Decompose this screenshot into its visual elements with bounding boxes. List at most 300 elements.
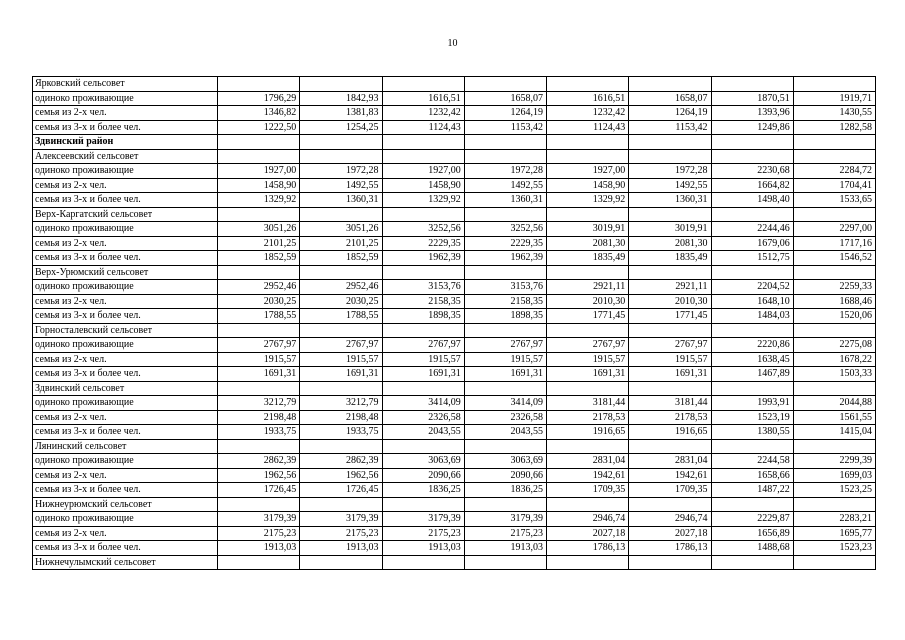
value-cell: 2175,23 xyxy=(464,526,546,541)
row-label: семья из 2-х чел. xyxy=(33,410,218,425)
value-cell: 1915,57 xyxy=(547,352,629,367)
value-cell: 3019,91 xyxy=(547,222,629,237)
value-cell xyxy=(793,135,875,150)
value-cell: 2010,30 xyxy=(629,294,711,309)
value-cell: 1124,43 xyxy=(547,120,629,135)
value-cell: 3212,79 xyxy=(300,396,382,411)
value-cell xyxy=(218,207,300,222)
value-cell: 2275,08 xyxy=(793,338,875,353)
value-cell: 2043,55 xyxy=(464,425,546,440)
value-cell: 1523,23 xyxy=(793,541,875,556)
value-cell: 1648,10 xyxy=(711,294,793,309)
value-cell xyxy=(547,149,629,164)
value-cell xyxy=(793,381,875,396)
value-cell: 3414,09 xyxy=(382,396,464,411)
table-row xyxy=(33,396,876,411)
value-cell: 1919,71 xyxy=(793,91,875,106)
value-cell: 1232,42 xyxy=(382,106,464,121)
settlement-name: Нижнечулымский сельсовет xyxy=(33,555,218,570)
value-cell: 1487,22 xyxy=(711,483,793,498)
table-row xyxy=(33,526,876,541)
table-row xyxy=(33,164,876,179)
value-cell xyxy=(629,323,711,338)
value-cell: 1503,33 xyxy=(793,367,875,382)
value-cell: 3179,39 xyxy=(382,512,464,527)
value-cell: 1962,39 xyxy=(464,251,546,266)
table-row xyxy=(33,367,876,382)
table-row xyxy=(33,338,876,353)
value-cell: 1916,65 xyxy=(547,425,629,440)
value-cell: 3179,39 xyxy=(464,512,546,527)
value-cell: 1796,29 xyxy=(218,91,300,106)
value-cell: 1704,41 xyxy=(793,178,875,193)
section-row xyxy=(33,497,876,512)
value-cell: 2030,25 xyxy=(300,294,382,309)
tariff-table xyxy=(32,76,876,570)
value-cell xyxy=(793,497,875,512)
value-cell: 3153,76 xyxy=(464,280,546,295)
table-row xyxy=(33,352,876,367)
table-row xyxy=(33,120,876,135)
row-label: семья из 3-х и более чел. xyxy=(33,367,218,382)
value-cell: 1915,57 xyxy=(300,352,382,367)
value-cell: 1232,42 xyxy=(547,106,629,121)
table-row xyxy=(33,236,876,251)
value-cell xyxy=(629,135,711,150)
value-cell: 1393,96 xyxy=(711,106,793,121)
value-cell xyxy=(547,381,629,396)
value-cell: 1467,89 xyxy=(711,367,793,382)
value-cell: 1664,82 xyxy=(711,178,793,193)
value-cell: 1913,03 xyxy=(382,541,464,556)
value-cell: 3153,76 xyxy=(382,280,464,295)
value-cell: 1726,45 xyxy=(218,483,300,498)
value-cell: 1962,39 xyxy=(382,251,464,266)
value-cell: 1616,51 xyxy=(382,91,464,106)
value-cell: 2027,18 xyxy=(629,526,711,541)
value-cell: 1254,25 xyxy=(300,120,382,135)
table-row xyxy=(33,251,876,266)
value-cell: 1222,50 xyxy=(218,120,300,135)
row-label: одиноко проживающие xyxy=(33,280,218,295)
value-cell: 2946,74 xyxy=(629,512,711,527)
value-cell xyxy=(629,207,711,222)
value-cell: 1656,89 xyxy=(711,526,793,541)
value-cell xyxy=(464,555,546,570)
value-cell: 1380,55 xyxy=(711,425,793,440)
value-cell xyxy=(300,323,382,338)
table-row xyxy=(33,468,876,483)
value-cell: 1709,35 xyxy=(547,483,629,498)
row-label: семья из 2-х чел. xyxy=(33,526,218,541)
value-cell: 1933,75 xyxy=(300,425,382,440)
section-row xyxy=(33,149,876,164)
value-cell: 1942,61 xyxy=(547,468,629,483)
value-cell: 1546,52 xyxy=(793,251,875,266)
value-cell: 1788,55 xyxy=(218,309,300,324)
table-body xyxy=(33,77,876,570)
table-row xyxy=(33,106,876,121)
value-cell: 2767,97 xyxy=(547,338,629,353)
value-cell xyxy=(793,323,875,338)
row-label: семья из 3-х и более чел. xyxy=(33,425,218,440)
value-cell: 3181,44 xyxy=(629,396,711,411)
value-cell: 1415,04 xyxy=(793,425,875,440)
value-cell xyxy=(300,135,382,150)
value-cell xyxy=(464,439,546,454)
value-cell: 2283,21 xyxy=(793,512,875,527)
value-cell: 1458,90 xyxy=(547,178,629,193)
value-cell: 1264,19 xyxy=(629,106,711,121)
value-cell: 1484,03 xyxy=(711,309,793,324)
value-cell: 1898,35 xyxy=(382,309,464,324)
value-cell: 1498,40 xyxy=(711,193,793,208)
table-row xyxy=(33,91,876,106)
value-cell: 1962,56 xyxy=(300,468,382,483)
value-cell: 1915,57 xyxy=(464,352,546,367)
value-cell: 1533,65 xyxy=(793,193,875,208)
value-cell: 1329,92 xyxy=(218,193,300,208)
value-cell: 1360,31 xyxy=(300,193,382,208)
value-cell: 2284,72 xyxy=(793,164,875,179)
value-cell: 3179,39 xyxy=(218,512,300,527)
value-cell: 2767,97 xyxy=(300,338,382,353)
value-cell xyxy=(382,439,464,454)
value-cell: 2204,52 xyxy=(711,280,793,295)
value-cell: 1870,51 xyxy=(711,91,793,106)
value-cell: 1852,59 xyxy=(300,251,382,266)
value-cell: 2198,48 xyxy=(218,410,300,425)
value-cell: 2090,66 xyxy=(382,468,464,483)
value-cell xyxy=(793,439,875,454)
table-row xyxy=(33,178,876,193)
value-cell xyxy=(382,497,464,512)
value-cell xyxy=(218,439,300,454)
row-label: семья из 2-х чел. xyxy=(33,178,218,193)
value-cell xyxy=(629,77,711,92)
value-cell: 3063,69 xyxy=(464,454,546,469)
row-label: семья из 3-х и более чел. xyxy=(33,541,218,556)
value-cell xyxy=(547,439,629,454)
table-row xyxy=(33,454,876,469)
value-cell xyxy=(711,207,793,222)
settlement-name: Нижнеурюмский сельсовет xyxy=(33,497,218,512)
value-cell: 2230,68 xyxy=(711,164,793,179)
value-cell: 2010,30 xyxy=(547,294,629,309)
row-label: одиноко проживающие xyxy=(33,396,218,411)
value-cell: 2220,86 xyxy=(711,338,793,353)
value-cell: 1913,03 xyxy=(300,541,382,556)
value-cell xyxy=(382,135,464,150)
value-cell xyxy=(547,323,629,338)
value-cell: 1835,49 xyxy=(547,251,629,266)
value-cell: 2952,46 xyxy=(218,280,300,295)
value-cell xyxy=(218,323,300,338)
value-cell: 1972,28 xyxy=(629,164,711,179)
value-cell: 1786,13 xyxy=(629,541,711,556)
value-cell: 2178,53 xyxy=(547,410,629,425)
table-row xyxy=(33,294,876,309)
value-cell xyxy=(464,381,546,396)
value-cell: 2952,46 xyxy=(300,280,382,295)
settlement-name: Алексеевский сельсовет xyxy=(33,149,218,164)
value-cell xyxy=(464,135,546,150)
value-cell: 3414,09 xyxy=(464,396,546,411)
value-cell: 2081,30 xyxy=(629,236,711,251)
value-cell: 2101,25 xyxy=(300,236,382,251)
table-row xyxy=(33,425,876,440)
value-cell xyxy=(547,135,629,150)
settlement-name: Верх-Каргатский сельсовет xyxy=(33,207,218,222)
value-cell xyxy=(711,77,793,92)
value-cell xyxy=(382,381,464,396)
section-row xyxy=(33,555,876,570)
settlement-name: Здвинский сельсовет xyxy=(33,381,218,396)
value-cell: 2862,39 xyxy=(300,454,382,469)
value-cell: 1913,03 xyxy=(218,541,300,556)
value-cell: 2158,35 xyxy=(464,294,546,309)
row-label: одиноко проживающие xyxy=(33,454,218,469)
value-cell: 1492,55 xyxy=(629,178,711,193)
value-cell: 1512,75 xyxy=(711,251,793,266)
value-cell: 2862,39 xyxy=(218,454,300,469)
value-cell xyxy=(464,497,546,512)
value-cell: 1430,55 xyxy=(793,106,875,121)
value-cell xyxy=(300,149,382,164)
value-cell: 1691,31 xyxy=(300,367,382,382)
value-cell xyxy=(547,207,629,222)
value-cell: 1691,31 xyxy=(382,367,464,382)
settlement-name: Ярковский сельсовет xyxy=(33,77,218,92)
value-cell: 2101,25 xyxy=(218,236,300,251)
section-row xyxy=(33,265,876,280)
value-cell: 1699,03 xyxy=(793,468,875,483)
section-row xyxy=(33,77,876,92)
value-cell: 2175,23 xyxy=(382,526,464,541)
value-cell xyxy=(464,149,546,164)
value-cell: 1915,57 xyxy=(382,352,464,367)
value-cell xyxy=(218,77,300,92)
value-cell: 2090,66 xyxy=(464,468,546,483)
value-cell: 1124,43 xyxy=(382,120,464,135)
value-cell: 2767,97 xyxy=(218,338,300,353)
value-cell xyxy=(711,381,793,396)
value-cell: 2229,35 xyxy=(464,236,546,251)
value-cell: 1913,03 xyxy=(464,541,546,556)
value-cell xyxy=(629,381,711,396)
value-cell xyxy=(382,555,464,570)
value-cell: 1360,31 xyxy=(464,193,546,208)
value-cell xyxy=(793,207,875,222)
value-cell xyxy=(629,555,711,570)
value-cell xyxy=(711,135,793,150)
value-cell xyxy=(711,265,793,280)
table-row xyxy=(33,309,876,324)
value-cell: 2044,88 xyxy=(793,396,875,411)
value-cell: 1915,57 xyxy=(629,352,711,367)
value-cell: 1927,00 xyxy=(547,164,629,179)
value-cell xyxy=(711,323,793,338)
section-row xyxy=(33,381,876,396)
row-label: одиноко проживающие xyxy=(33,222,218,237)
table-row xyxy=(33,222,876,237)
value-cell xyxy=(382,77,464,92)
value-cell: 1709,35 xyxy=(629,483,711,498)
value-cell: 1942,61 xyxy=(629,468,711,483)
value-cell xyxy=(547,265,629,280)
value-cell: 2831,04 xyxy=(547,454,629,469)
value-cell xyxy=(300,439,382,454)
value-cell: 2831,04 xyxy=(629,454,711,469)
value-cell: 2244,58 xyxy=(711,454,793,469)
value-cell xyxy=(300,77,382,92)
value-cell xyxy=(218,135,300,150)
value-cell: 2326,58 xyxy=(382,410,464,425)
value-cell: 1249,86 xyxy=(711,120,793,135)
value-cell xyxy=(218,265,300,280)
value-cell: 3252,56 xyxy=(382,222,464,237)
value-cell: 1523,19 xyxy=(711,410,793,425)
value-cell: 3019,91 xyxy=(629,222,711,237)
value-cell: 1658,07 xyxy=(629,91,711,106)
row-label: одиноко проживающие xyxy=(33,512,218,527)
value-cell: 1842,93 xyxy=(300,91,382,106)
section-row xyxy=(33,439,876,454)
value-cell: 2767,97 xyxy=(629,338,711,353)
row-label: семья из 2-х чел. xyxy=(33,294,218,309)
table-row xyxy=(33,483,876,498)
value-cell xyxy=(464,323,546,338)
value-cell xyxy=(793,77,875,92)
value-cell xyxy=(218,497,300,512)
value-cell xyxy=(629,149,711,164)
value-cell: 2027,18 xyxy=(547,526,629,541)
value-cell: 1381,83 xyxy=(300,106,382,121)
settlement-name: Горносталевский сельсовет xyxy=(33,323,218,338)
row-label: семья из 3-х и более чел. xyxy=(33,193,218,208)
value-cell: 2767,97 xyxy=(464,338,546,353)
row-label: семья из 3-х и более чел. xyxy=(33,120,218,135)
row-label: семья из 3-х и более чел. xyxy=(33,483,218,498)
value-cell: 1726,45 xyxy=(300,483,382,498)
value-cell: 2767,97 xyxy=(382,338,464,353)
value-cell: 2921,11 xyxy=(629,280,711,295)
value-cell xyxy=(629,265,711,280)
value-cell: 2198,48 xyxy=(300,410,382,425)
value-cell: 2946,74 xyxy=(547,512,629,527)
value-cell: 1786,13 xyxy=(547,541,629,556)
value-cell: 1927,00 xyxy=(382,164,464,179)
value-cell: 1898,35 xyxy=(464,309,546,324)
value-cell: 1927,00 xyxy=(218,164,300,179)
value-cell: 1836,25 xyxy=(382,483,464,498)
row-label: семья из 3-х и более чел. xyxy=(33,251,218,266)
row-label: семья из 3-х и более чел. xyxy=(33,309,218,324)
value-cell: 2259,33 xyxy=(793,280,875,295)
value-cell: 1771,45 xyxy=(629,309,711,324)
value-cell: 3252,56 xyxy=(464,222,546,237)
value-cell: 2297,00 xyxy=(793,222,875,237)
value-cell: 1282,58 xyxy=(793,120,875,135)
value-cell: 1638,45 xyxy=(711,352,793,367)
value-cell: 2043,55 xyxy=(382,425,464,440)
value-cell xyxy=(300,555,382,570)
value-cell: 1717,16 xyxy=(793,236,875,251)
value-cell xyxy=(711,439,793,454)
table-row xyxy=(33,280,876,295)
settlement-name: Верх-Урюмский сельсовет xyxy=(33,265,218,280)
value-cell: 3051,26 xyxy=(218,222,300,237)
table-row xyxy=(33,541,876,556)
table-row xyxy=(33,410,876,425)
value-cell: 1658,07 xyxy=(464,91,546,106)
value-cell: 2229,35 xyxy=(382,236,464,251)
value-cell xyxy=(464,77,546,92)
district-name: Здвинский район xyxy=(33,135,218,150)
value-cell: 1993,91 xyxy=(711,396,793,411)
value-cell: 3212,79 xyxy=(218,396,300,411)
value-cell: 3179,39 xyxy=(300,512,382,527)
value-cell xyxy=(300,265,382,280)
value-cell: 1492,55 xyxy=(464,178,546,193)
value-cell: 2178,53 xyxy=(629,410,711,425)
row-label: семья из 2-х чел. xyxy=(33,352,218,367)
value-cell: 1679,06 xyxy=(711,236,793,251)
value-cell: 2175,23 xyxy=(300,526,382,541)
value-cell: 1836,25 xyxy=(464,483,546,498)
value-cell: 1153,42 xyxy=(464,120,546,135)
value-cell xyxy=(711,149,793,164)
value-cell: 1695,77 xyxy=(793,526,875,541)
value-cell: 1492,55 xyxy=(300,178,382,193)
value-cell xyxy=(793,555,875,570)
value-cell: 1346,82 xyxy=(218,106,300,121)
row-label: одиноко проживающие xyxy=(33,91,218,106)
value-cell: 3051,26 xyxy=(300,222,382,237)
value-cell: 1788,55 xyxy=(300,309,382,324)
value-cell: 1916,65 xyxy=(629,425,711,440)
row-label: семья из 2-х чел. xyxy=(33,468,218,483)
value-cell xyxy=(300,381,382,396)
section-row xyxy=(33,323,876,338)
value-cell xyxy=(629,439,711,454)
value-cell xyxy=(629,497,711,512)
row-label: семья из 2-х чел. xyxy=(33,236,218,251)
value-cell: 1658,66 xyxy=(711,468,793,483)
value-cell: 1616,51 xyxy=(547,91,629,106)
value-cell: 2244,46 xyxy=(711,222,793,237)
value-cell: 1962,56 xyxy=(218,468,300,483)
value-cell: 1972,28 xyxy=(464,164,546,179)
value-cell xyxy=(218,555,300,570)
value-cell: 1972,28 xyxy=(300,164,382,179)
value-cell: 1691,31 xyxy=(218,367,300,382)
value-cell xyxy=(464,265,546,280)
value-cell: 1488,68 xyxy=(711,541,793,556)
value-cell: 1360,31 xyxy=(629,193,711,208)
value-cell: 1458,90 xyxy=(218,178,300,193)
table-row xyxy=(33,193,876,208)
value-cell: 1933,75 xyxy=(218,425,300,440)
value-cell: 1153,42 xyxy=(629,120,711,135)
value-cell xyxy=(793,265,875,280)
value-cell xyxy=(711,497,793,512)
section-row xyxy=(33,207,876,222)
settlement-name: Лянинский сельсовет xyxy=(33,439,218,454)
district-row xyxy=(33,135,876,150)
row-label: семья из 2-х чел. xyxy=(33,106,218,121)
value-cell xyxy=(300,497,382,512)
